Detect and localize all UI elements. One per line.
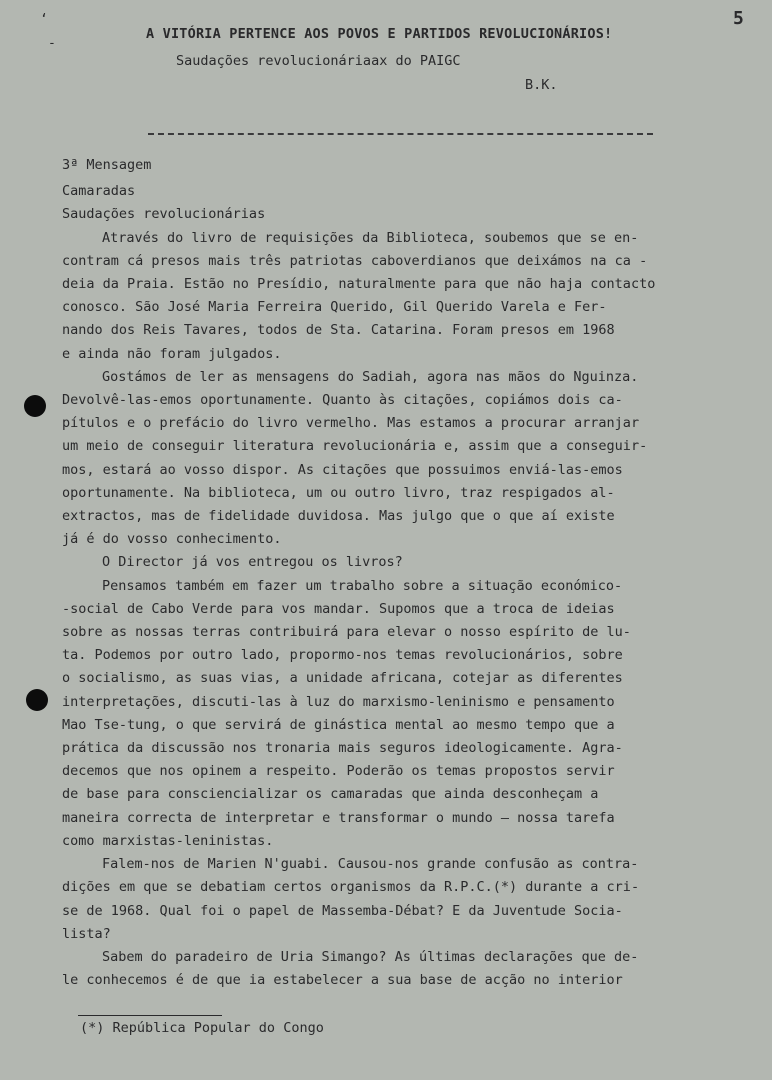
text-line: Falem-nos de Marien N'guabi. Causou-nos grande confusão as contra- [102, 856, 639, 873]
text-line: contram cá presos mais três patriotas caboverdianos que deixámos na ca - [62, 252, 648, 269]
text-line: Mao Tse-tung, o que servirá de ginástica mental ao mesmo tempo que a [62, 716, 615, 733]
text-line: deia da Praia. Estão no Presídio, naturalmente para que não haja contacto [62, 276, 656, 293]
salutation: Camaradas [62, 183, 136, 200]
text-line: mos, estará ao vosso dispor. As citações que possuimos enviá-las-emos [62, 461, 623, 478]
text-line: interpretações, discuti-las à luz do marxismo-leninismo e pensamento [62, 693, 615, 710]
text-line: pítulos e o prefácio do livro vermelho. Mas estamos a procurar arranjar [62, 415, 640, 432]
header-divider [148, 133, 653, 135]
text-line: Gostámos de ler as mensagens do Sadiah, agora nas mãos do Nguinza. [102, 368, 639, 385]
text-line: -social de Cabo Verde para vos mandar. Supomos que a troca de ideias [62, 600, 615, 617]
text-line: e ainda não foram julgados. [62, 345, 282, 362]
document-title: A VITÓRIA PERTENCE AOS POVOS E PARTIDOS REVOLUCIONÁRIOS! [146, 26, 613, 42]
text-line: oportunamente. Na biblioteca, um ou outro livro, traz respigados al- [62, 484, 615, 501]
footnote: (*) República Popular do Congo [80, 1020, 324, 1036]
text-line: Sabem do paradeiro de Uria Simango? As últimas declarações que de- [102, 948, 639, 965]
page-number: 5 [733, 8, 744, 29]
text-line: já é do vosso conhecimento. [62, 531, 282, 548]
text-line: extractos, mas de fidelidade duvidosa. Mas julgo que o que aí existe [62, 508, 615, 525]
text-line: sobre as nossas terras contribuirá para elevar o nosso espírito de lu- [62, 624, 631, 641]
punch-hole [24, 395, 46, 417]
text-line: dições em que se debatiam certos organismos da R.P.C.(*) durante a cri- [62, 879, 640, 896]
margin-mark: - [48, 36, 56, 51]
text-line: o socialismo, as suas vias, a unidade africana, cotejar as diferentes [62, 670, 623, 687]
text-line: prática da discussão nos tronaria mais seguros ideologicamente. Agra- [62, 740, 623, 757]
text-line: de base para consciencializar os camaradas que ainda desconheçam a [62, 786, 599, 803]
text-line: le conhecemos é de que ia estabelecer a sua base de acção no interior [62, 972, 623, 989]
text-line: Através do livro de requisições da Biblioteca, soubemos que se en- [102, 229, 639, 246]
opening-line: Saudações revolucionárias [62, 206, 266, 223]
greeting-line: Saudações revolucionáriaax do PAIGC [176, 53, 461, 69]
text-line: Pensamos também em fazer um trabalho sobre a situação económico- [102, 577, 623, 594]
text-line: Devolvê-las-emos oportunamente. Quanto às citações, copiámos dois ca- [62, 392, 623, 409]
section-heading: 3ª Mensagem [62, 157, 152, 173]
text-line: se de 1968. Qual foi o papel de Massemba-Débat? E da Juventude Socia- [62, 902, 623, 919]
margin-mark: ‘ [40, 12, 48, 27]
text-line: como marxistas-leninistas. [62, 832, 274, 849]
text-line: conosco. São José Maria Ferreira Querido, Gil Querido Varela e Fer- [62, 299, 607, 316]
text-line: um meio de conseguir literatura revolucionária e, assim que a conseguir- [62, 438, 648, 455]
text-line: decemos que nos opinem a respeito. Poderão os temas propostos servir [62, 763, 615, 780]
footnote-divider [78, 1015, 222, 1016]
text-line: maneira correcta de interpretar e transformar o mundo — nossa tarefa [62, 809, 615, 826]
text-line: ta. Podemos por outro lado, propormo-nos temas revolucionários, sobre [62, 647, 623, 664]
letter-body [62, 154, 752, 992]
text-line: lista? [62, 925, 111, 942]
text-line: nando dos Reis Tavares, todos de Sta. Catarina. Foram presos em 1968 [62, 322, 615, 339]
punch-hole [26, 689, 48, 711]
signature: B.K. [525, 77, 558, 93]
text-line: O Director já vos entregou os livros? [102, 554, 403, 571]
